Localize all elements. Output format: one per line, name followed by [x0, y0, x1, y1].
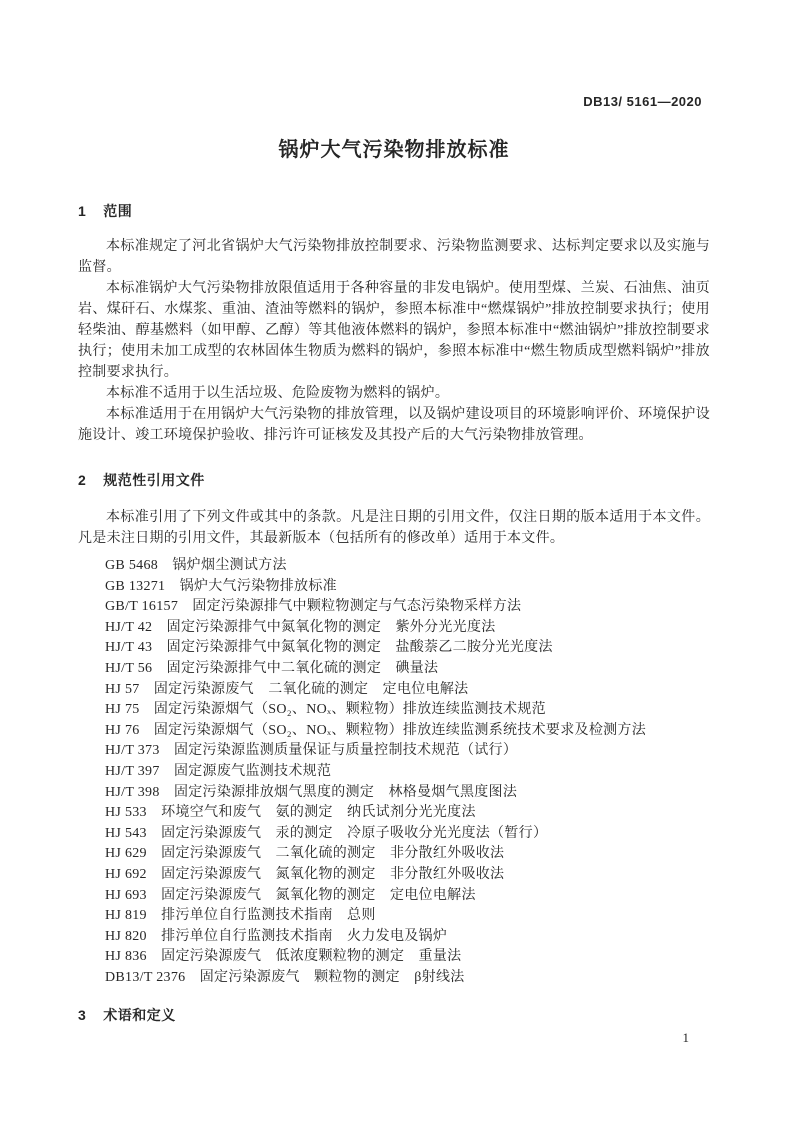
section-2-number: 2	[78, 472, 87, 488]
section-3-title: 术语和定义	[103, 1007, 176, 1024]
reference-item: HJ/T 398 固定污染源排放烟气黑度的测定 林格曼烟气黑度图法	[105, 784, 518, 800]
paragraph: 本标准引用了下列文件或其中的条款。凡是注日期的引用文件，仅注日期的版本适用于本文件。凡是未注日期的引用文件，其最新版本（包括所有的修改单）适用于本文件。	[78, 510, 710, 546]
page-number: 1	[682, 1030, 689, 1045]
reference-item: HJ 692 固定污染源废气 氮氧化物的测定 非分散红外吸收法	[105, 866, 505, 882]
paragraph: 本标准适用于在用锅炉大气污染物的排放管理，以及锅炉建设项目的环境影响评价、环境保护设施设计、竣工环境保护验收、排污许可证核发及其投产后的大气污染物排放管理。	[78, 407, 710, 443]
section-3-heading	[78, 1005, 710, 1025]
paragraph: 本标准规定了河北省锅炉大气污染物排放控制要求、污染物监测要求、达标判定要求以及实施与监督。	[78, 239, 710, 275]
references-list	[78, 556, 710, 988]
reference-item: HJ 693 固定污染源废气 氮氧化物的测定 定电位电解法	[105, 887, 476, 903]
reference-item: HJ 533 环境空气和废气 氨的测定 纳氏试剂分光光度法	[105, 805, 476, 821]
reference-item: DB13/T 2376 固定污染源废气 颗粒物的测定 β射线法	[105, 969, 465, 985]
reference-item: HJ 75 固定污染源烟气（SO₂、NOₓ、颗粒物）排放连续监测技术规范	[105, 702, 546, 718]
reference-item: HJ 543 固定污染源废气 汞的测定 冷原子吸收分光光度法（暂行）	[105, 825, 548, 841]
reference-item: HJ 819 排污单位自行监测技术指南 总则	[105, 908, 376, 924]
page-title: 锅炉大气污染物排放标准	[278, 139, 510, 161]
section-2-body	[78, 507, 710, 549]
reference-item: HJ 836 固定污染源废气 低浓度颗粒物的测定 重量法	[105, 949, 462, 965]
reference-item: GB 13271 锅炉大气污染物排放标准	[105, 578, 337, 594]
paragraph: 本标准不适用于以生活垃圾、危险废物为燃料的锅炉。	[106, 386, 450, 401]
reference-item: HJ 820 排污单位自行监测技术指南 火力发电及锅炉	[105, 928, 448, 944]
reference-item: HJ 629 固定污染源废气 二氧化硫的测定 非分散红外吸收法	[105, 846, 505, 862]
reference-item: GB 5468 锅炉烟尘测试方法	[105, 558, 287, 573]
reference-item: HJ/T 42 固定污染源排气中氮氧化物的测定 紫外分光光度法	[105, 619, 496, 635]
section-1-number: 1	[78, 203, 87, 219]
reference-item: HJ/T 56 固定污染源排气中二氧化硫的测定 碘量法	[105, 660, 439, 676]
reference-item: HJ/T 373 固定污染源监测质量保证与质量控制技术规范（试行）	[105, 743, 518, 759]
reference-item: GB/T 16157 固定污染源排气中颗粒物测定与气态污染物采样方法	[105, 599, 522, 615]
section-1-body	[78, 236, 710, 446]
section-1-heading	[78, 201, 710, 221]
reference-item: HJ 57 固定污染源废气 二氧化硫的测定 定电位电解法	[105, 681, 469, 697]
doc-number: DB13/ 5161—2020	[583, 94, 702, 109]
section-2-title: 规范性引用文件	[103, 472, 205, 488]
reference-item: HJ 76 固定污染源烟气（SO₂、NOₓ、颗粒物）排放连续监测系统技术要求及检测方法	[105, 722, 647, 738]
section-3-number: 3	[78, 1007, 87, 1024]
section-1-title: 范围	[103, 203, 133, 219]
reference-item: HJ/T 397 固定源废气监测技术规范	[105, 763, 332, 779]
reference-item: HJ/T 43 固定污染源排气中氮氧化物的测定 盐酸萘乙二胺分光光度法	[105, 640, 553, 656]
paragraph: 本标准锅炉大气污染物排放限值适用于各种容量的非发电锅炉。使用型煤、兰炭、石油焦、油页岩、煤矸石、水煤浆、重油、渣油等燃料的锅炉，参照本标准中“燃煤锅炉”排放控制要求执行；使用轻柴油、醇基燃料（如甲醇、乙醇）等其他液体燃料的锅炉，参照本标准中“燃油锅炉”排放控制要求执行；使用未加工成型的农林固体生物质为燃料的锅炉，参照本标准中“燃生物质成型燃料锅炉”排放控制要求执行。	[78, 281, 710, 380]
section-2-heading	[78, 470, 710, 490]
